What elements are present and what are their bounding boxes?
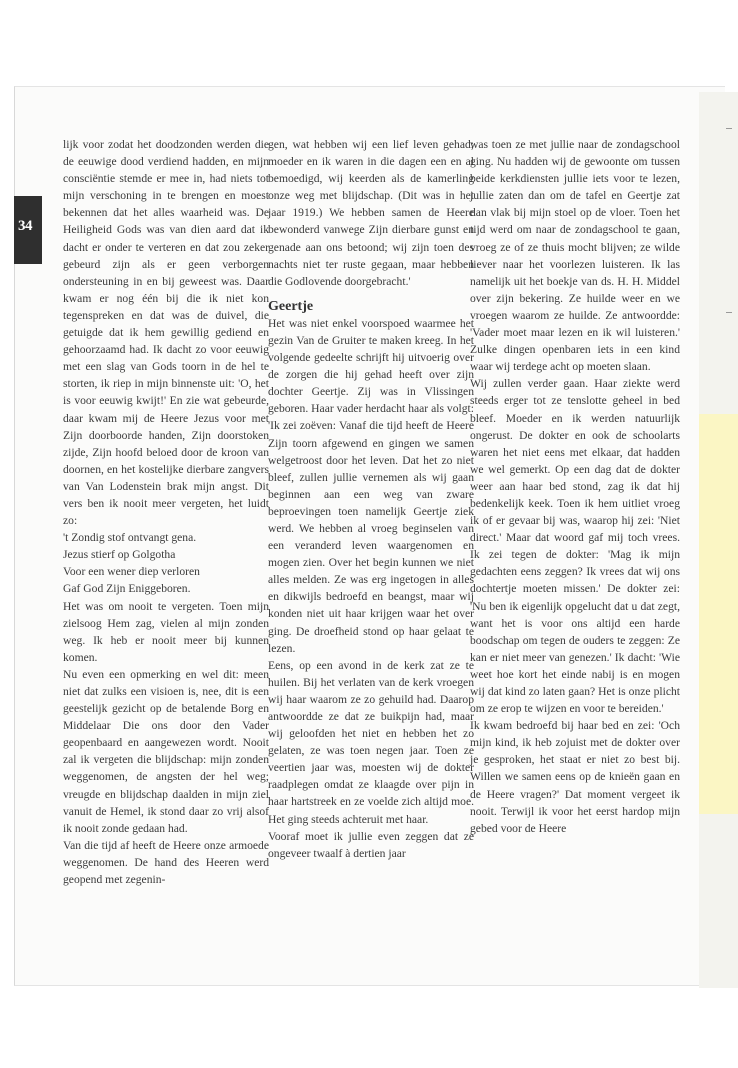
section-heading: Geertje [268,298,314,314]
paragraph: Ik kwam bedroefd bij haar bed en zei: 'Och mijn kind, ik heb zojuist met de dokter over je gesproken, het staat er niet zo best bij. Willen we samen eens op de knieën gaan en de Heere vragen?' Dat moment vergeet ik nooit. Terwijl ik voor het eerst hardop mijn gebed voor de Heere [470,719,680,835]
page-number: 34 [18,218,32,234]
poem-line: Jezus stierf op Golgotha [63,548,176,562]
poem-line: 't Zondig stof ontvangt gena. [63,531,197,545]
poem [63,529,269,597]
text-column-2 [268,136,474,862]
next-page-edge [699,92,738,988]
paragraph: Nu even een opmerking en wel dit: meen niet dat zulks een visioen is, nee, dit is een geestelijk gezicht op de betalende Borg en Middelaar Die ons door den Vader geopenbaard en aangewezen wordt. Nooit zal ik vergeten die blijdschap: mijn zonden weggenomen, de angsten der hel weg; vreugde en blijdschap daalden in mijn ziel vanuit de Hemel, ik stond daar zo vrij alsof ik nooit zonde gedaan had. [63,667,269,835]
highlight-strip [699,414,738,814]
edge-mark [726,312,732,313]
text-column-3 [470,136,680,837]
paragraph: Wij zullen verder gaan. Haar ziekte werd steeds erger tot ze tenslotte geheel in bed bleef. Moeder en ik werden natuurlijk ongerust. De dokter en ook de schoolarts waren het niet eens met elkaar, dat hadden we wel gemerkt. Op een dag dat de dokter weer aan haar bed stond, zag ik dat hij bedenkelijk keek. Toen ik hem uitliet vroeg ik of er gevaar bij was, waarop hij zei: 'Niet direct.' Maar dat woord gaf mij toch vrees. Ik zei tegen de dokter: 'Mag ik mijn gedachten eens zeggen? Ik vrees dat wij ons dochtertje moeten missen.' De dokter zei: 'Nu ben ik eigenlijk opgelucht dat u dat zegt, want het is voor ons altijd een harde boodschap om tegen de ouders te zeggen: Ze kan er niet meer van genezen.' Ik dacht: 'Wie weet hoe kort het einde nabij is en mogen wij dat kind zo laten gaan? Het is onze plicht om ze erop te wijzen en voor te bereiden.' [470,377,680,716]
text-column-1 [63,136,269,888]
paragraph: Vooraf moet ik jullie even zeggen dat ze ongeveer twaalf à dertien jaar [268,829,474,860]
page-number-tab [14,196,42,264]
paragraph: was toen ze met jullie naar de zondagschool ging. Nu hadden wij de gewoonte om tussen beide kerkdiensten jullie iets voor te lezen, jullie zaten dan om de tafel en Geertje zat dan vlak bij mijn stoel op de vloer. Toen het tijd werd om naar de zondagschool te gaan, vroeg ze of ze thuis mocht blijven; ze wilde liever naar het voorlezen luisteren. Ik las namelijk uit het boekje van ds. H. H. Middel over zijn bekering. Ze huilde weer en we vroegen waarom ze huilde. Ze antwoordde: 'Vader moet maar lezen en ik wil luisteren.' Zulke dingen openbaren iets in een kind waar wij terdege acht op moeten slaan. [470,138,680,374]
poem-line: Gaf God Zijn Eniggeboren. [63,582,191,596]
paragraph: Van die tijd af heeft de Heere onze armoede weggenomen. De hand des Heeren werd geopend met zegenin- [63,838,269,887]
paragraph: lijk voor zodat het doodzonden werden die de eeuwige dood verdiend hadden, en mijn consciëntie stemde er mee in, had niets tot mijn verschoning in te brengen en moest bekennen dat het alles waarheid was. De Heiligheid Gods was van dien aard dat ik dacht er onder te verteren en dat zou zeker gebeurd zijn als er geen verborgen ondersteuning in en bij geweest was. Daar kwam er nog één bij die ik niet kon tegenspreken en dat was de duivel, die getuigde dat ik hem gewillig gediend en gehoorzaamd had. Ik dacht zo voor eeuwig met een slag van Gods toorn in de hel te storten, ik riep in mijn binnenste uit: 'O, het is voor eeuwig kwijt!' En zie wat gebeurde, daar kwam mij de Heere Jezus voor met Zijn doorboorde handen, Zijn doorstoken zijde, Zijn hoofd beloed door de kroon van doornen, en het kostelijke dierbare zangvers van Van Lodenstein brak mijn angst. Dit vers ben ik nooit meer vergeten, het luidt zo: [63,138,269,528]
poem-line: Voor een wener diep verloren [63,565,200,579]
paragraph: Het was om nooit te vergeten. Toen mijn zielsoog Hem zag, vielen al mijn zonden weg. Ik heb er nooit meer bij kunnen komen. [63,599,269,664]
edge-mark [726,128,732,129]
paragraph: gen, wat hebben wij een lief leven gehad; moeder en ik waren in die dagen een en al bemoedigd, wij keerden als de kamerling onze weg met blijdschap. (Dit was in het jaar 1919.) We hebben samen de Heere bewonderd vanwege Zijn dierbare gunst en genade aan ons betoond; wij zijn toen des nachts niet ter ruste gegaan, maar hebben die Godlovende doorgebracht.' [268,138,474,288]
paragraph: Eens, op een avond in de kerk zat ze te huilen. Bij het verlaten van de kerk vroegen wij haar waarom ze zo gehuild had. Daarop antwoordde ze dat ze buikpijn had, maar wij geloofden het niet en hebben het zo gelaten, ze was toen negen jaar. Toen ze veertien jaar was, moesten wij de dokter raadplegen omdat ze klaagde over pijn in haar hartstreek en ze voelde zich altijd moe. Het ging steeds achteruit met haar. [268,658,474,826]
paragraph: Het was niet enkel voorspoed waarmee het gezin Van de Gruiter te maken kreeg. In het volgende gedeelte schrijft hij uitvoerig over de zorgen die hij gehad heeft over zijn dochter Geertje. Zij was in Vlissingen geboren. Haar vader herdacht haar als volgt: 'Ik zei zoëven: Vanaf die tijd heeft de Heere Zijn toorn afgewend en gingen we samen welgetroost door het leven. Dat het zo niet bleef, zullen jullie vernemen als wij gaan beginnen aan een weg van zware beproevingen toen namelijk Geertje ziek werd. We hebben al vroeg beginselen van een veranderd leven waargenomen en mogen zien. Over het begin kunnen we niet alles melden. Ze was erg ingetogen in alles en dikwijls bedroefd en beangst, maar wij konden niet uit haar krijgen waar het over ging. De droefheid stond op haar gelaat te lezen. [268,316,474,655]
